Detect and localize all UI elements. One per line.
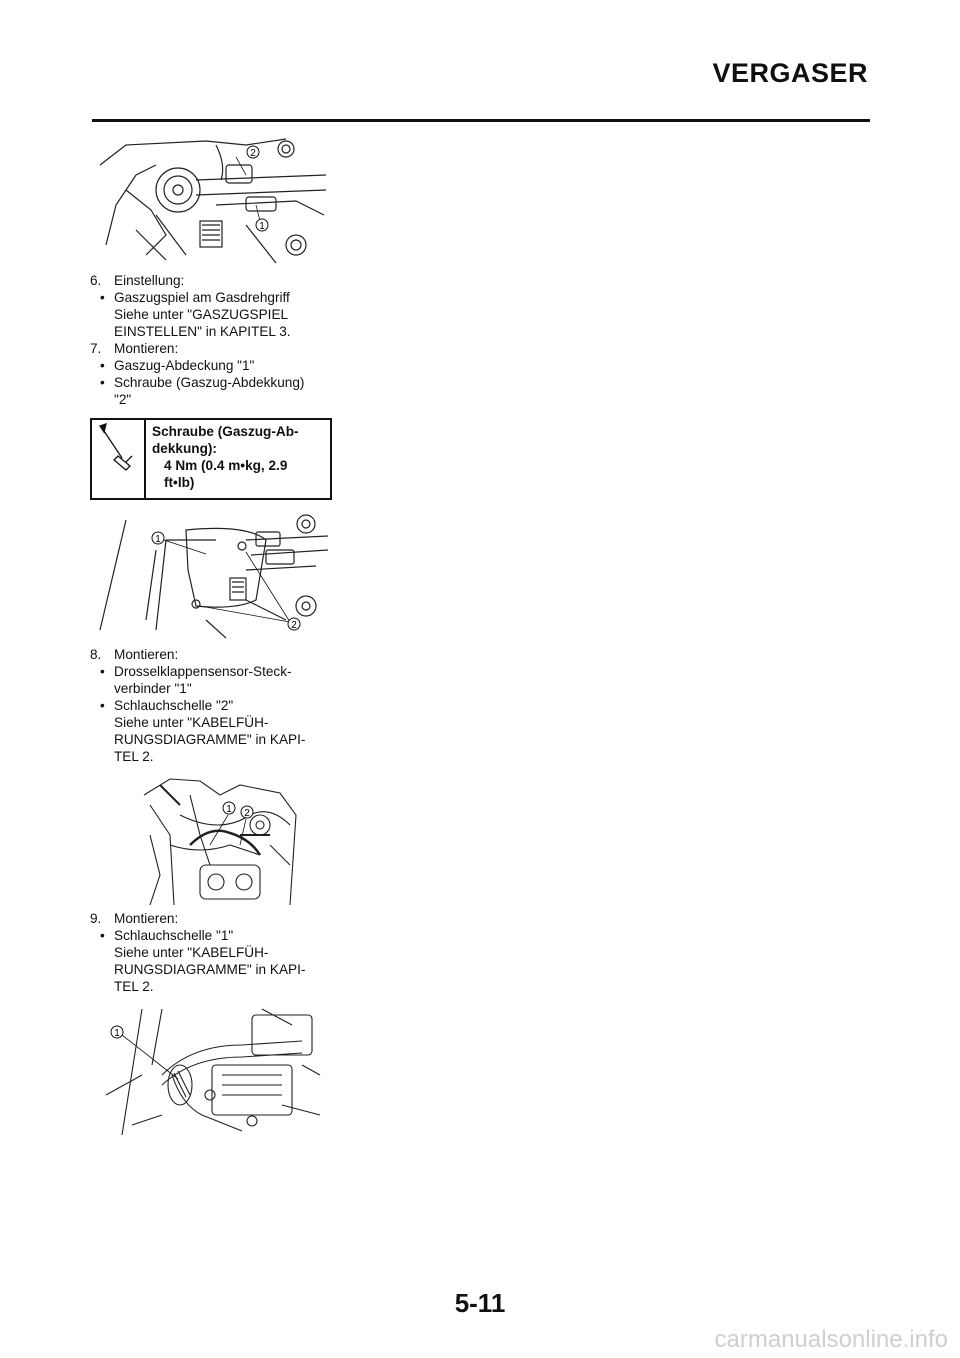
bullet-text: Schlauchschelle "2"	[114, 698, 234, 713]
callout-2: 2	[291, 620, 297, 631]
header-divider	[92, 119, 870, 122]
reference-text: Siehe unter "GASZUGSPIEL	[114, 307, 289, 322]
step-title: Montieren:	[114, 341, 179, 356]
step-9: 9. Montieren: • Schlauchschelle "1" Siehe unter "KABELFÜH- RUNGSDIAGRAMME" in KAPI- TEL 2.	[90, 911, 306, 994]
reference-text: TEL 2.	[114, 979, 154, 994]
step-title: Einstellung:	[114, 273, 185, 288]
reference-text: RUNGSDIAGRAMME" in KAPI-	[114, 962, 306, 977]
reference-text: TEL 2.	[114, 749, 154, 764]
bullet-text: Drosselklappensensor-Steck-	[114, 664, 292, 679]
callout-1: 1	[114, 1028, 120, 1039]
callout-2: 2	[244, 808, 250, 819]
bullet-text-cont: verbinder "1"	[114, 681, 192, 696]
bullet-text-cont: "2"	[114, 392, 132, 407]
callout-1: 1	[259, 221, 265, 232]
reference-text: RUNGSDIAGRAMME" in KAPI-	[114, 732, 306, 747]
torque-spec-box	[90, 418, 332, 500]
steps-6-7: 6. Einstellung: • Gaszugspiel am Gasdrehgriff Siehe unter "GASZUGSPIEL EINSTELLEN" in KAPITEL 3. 7. Montieren: • Gaszug-Abdeckung "1" • Schraube (Gaszug-Abdekkung) "2"	[90, 273, 305, 407]
callout-1: 1	[226, 804, 232, 815]
bullet-text: Gaszug-Abdeckung "1"	[114, 358, 255, 373]
callout-2: 2	[250, 148, 256, 159]
torque-value: ft•lb)	[164, 475, 195, 490]
step-number: 7.	[90, 341, 102, 356]
step-title: Montieren:	[114, 647, 179, 662]
throttle-cover-illustration	[96, 510, 328, 640]
bullet-text: Schraube (Gaszug-Abdekkung)	[114, 375, 305, 390]
step-number: 6.	[90, 273, 102, 288]
torque-wrench-icon	[92, 420, 146, 498]
torque-label: dekkung):	[152, 441, 217, 456]
step-number: 8.	[90, 647, 102, 662]
reference-text: Siehe unter "KABELFÜH-	[114, 945, 269, 960]
bullet-text: Gaszugspiel am Gasdrehgriff	[114, 290, 290, 305]
hose-clamp-illustration	[102, 1005, 322, 1135]
page-number: 5-11	[454, 1288, 506, 1318]
step-8: 8. Montieren: • Drosselklappensensor-Steck- verbinder "1" • Schlauchschelle "2" Siehe unter "KABELFÜH- RUNGSDIAGRAMME" in KAPI- TEL 2.	[90, 647, 306, 764]
step-number: 9.	[90, 911, 102, 926]
sensor-connector-illustration	[140, 775, 300, 905]
reference-text: Siehe unter "KABELFÜH-	[114, 715, 269, 730]
reference-text: EINSTELLEN" in KAPITEL 3.	[114, 324, 291, 339]
torque-label: Schraube (Gaszug-Ab-	[152, 424, 299, 439]
torque-value: 4 Nm (0.4 m•kg, 2.9	[164, 458, 288, 473]
callout-1: 1	[155, 534, 161, 545]
throttle-cable-illustration	[96, 135, 328, 265]
step-title: Montieren:	[114, 911, 179, 926]
watermark[interactable]: carmanualsonline.info	[714, 1326, 948, 1353]
page-title: VERGASER	[712, 58, 868, 88]
bullet-text: Schlauchschelle "1"	[114, 928, 234, 943]
